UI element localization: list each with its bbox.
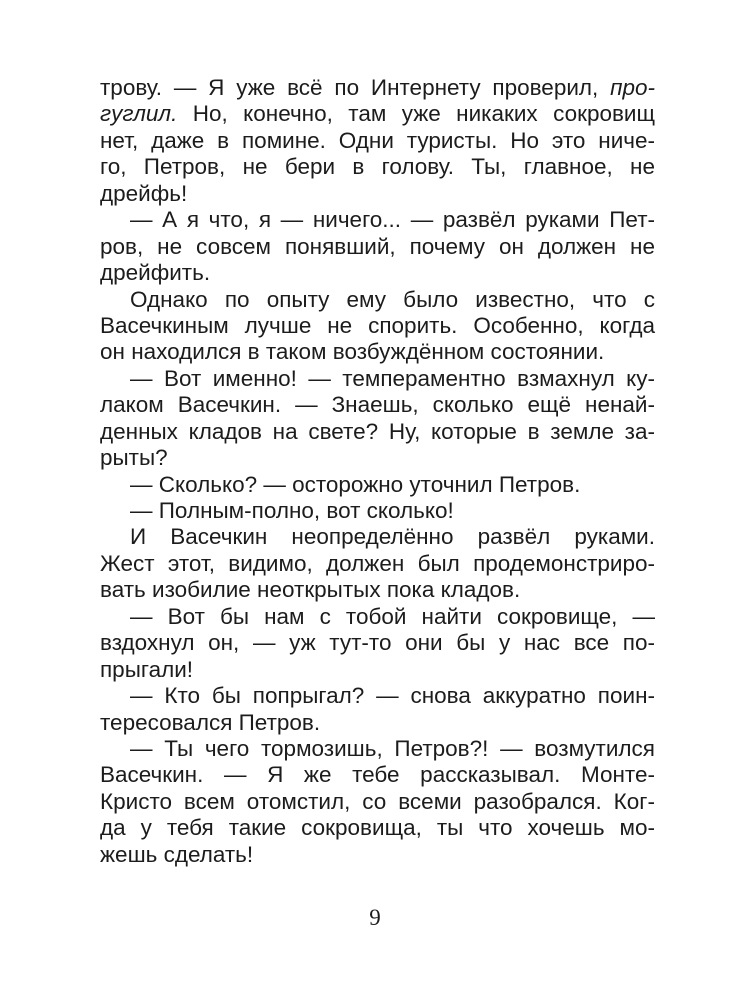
paragraph (100, 287, 655, 366)
text-line: да у тебя такие сокровища, ты что хочешь мо- (100, 815, 655, 841)
text-line: денных кладов на свете? Ну, которые в земле за- (100, 418, 655, 444)
text-line: — Вот бы нам с тобой найти сокровище, — (130, 603, 655, 629)
text-line: жешь сделать! (100, 841, 254, 867)
text-line: Кристо всем отомстил, со всеми разобрался. Ког- (100, 788, 655, 814)
text-line (100, 75, 655, 101)
text-line: рыты? (100, 445, 168, 471)
text-line: — Полным-полно, вот сколько! (130, 498, 454, 523)
text-line: Васечкиным лучше не спорить. Особенно, когда (100, 312, 655, 338)
text-line: он находился в таком возбуждённом состоянии. (100, 339, 605, 365)
text-line: тересовался Петров. (100, 709, 321, 735)
text-segment: Но, конечно, там уже никаких сокровищ (177, 101, 655, 127)
text-line: — Кто бы попрыгал? — снова аккуратно поин- (130, 683, 655, 709)
text-line: Васечкин. — Я же тебе рассказывал. Монте- (100, 762, 655, 788)
text-line: И Васечкин неопределённо развёл руками. (130, 524, 655, 550)
paragraph (100, 207, 655, 286)
text-line: — Вот именно! — темпераментно взмахнул ку- (130, 365, 655, 391)
text-line: вздохнул он, — уж тут-то они бы у нас все по- (100, 630, 655, 656)
text-line: дрейфь! (100, 180, 188, 206)
page-body-text (100, 75, 655, 868)
italic-text-segment: про- (610, 75, 655, 100)
text-line: — Ты чего тормозишь, Петров?! — возмутился (130, 735, 655, 761)
paragraph (100, 498, 655, 524)
text-line: Жест этот, видимо, должен был продемонстриро- (100, 550, 655, 576)
text-line: нет, даже в помине. Одни туристы. Но это ниче- (100, 127, 655, 153)
text-line: го, Петров, не бери в голову. Ты, главное, не (100, 154, 655, 180)
paragraph (100, 366, 655, 472)
text-line: — Сколько? — осторожно уточнил Петров. (130, 471, 581, 497)
text-line: ров, не совсем понявший, почему он должен не (100, 233, 655, 259)
text-line: дрейфить. (100, 260, 211, 286)
text-line (100, 101, 655, 127)
paragraph (100, 524, 655, 603)
page-number: 9 (369, 905, 381, 930)
paragraph (100, 683, 655, 736)
text-line: Однако по опыту ему было известно, что с (130, 286, 655, 312)
text-line: прыгали! (100, 656, 194, 682)
text-line: — А я что, я — ничего... — развёл руками Пет- (130, 207, 655, 233)
text-segment: трову. — Я уже всё по Интернету проверил, (100, 75, 611, 100)
paragraph (100, 472, 655, 498)
italic-text-segment: гуглил. (100, 101, 178, 127)
paragraph (100, 75, 655, 207)
paragraph (100, 736, 655, 868)
text-line: лаком Васечкин. — Знаешь, сколько ещё ненай- (100, 392, 655, 418)
text-line: вать изобилие неоткрытых пока кладов. (100, 577, 521, 603)
paragraph (100, 604, 655, 683)
